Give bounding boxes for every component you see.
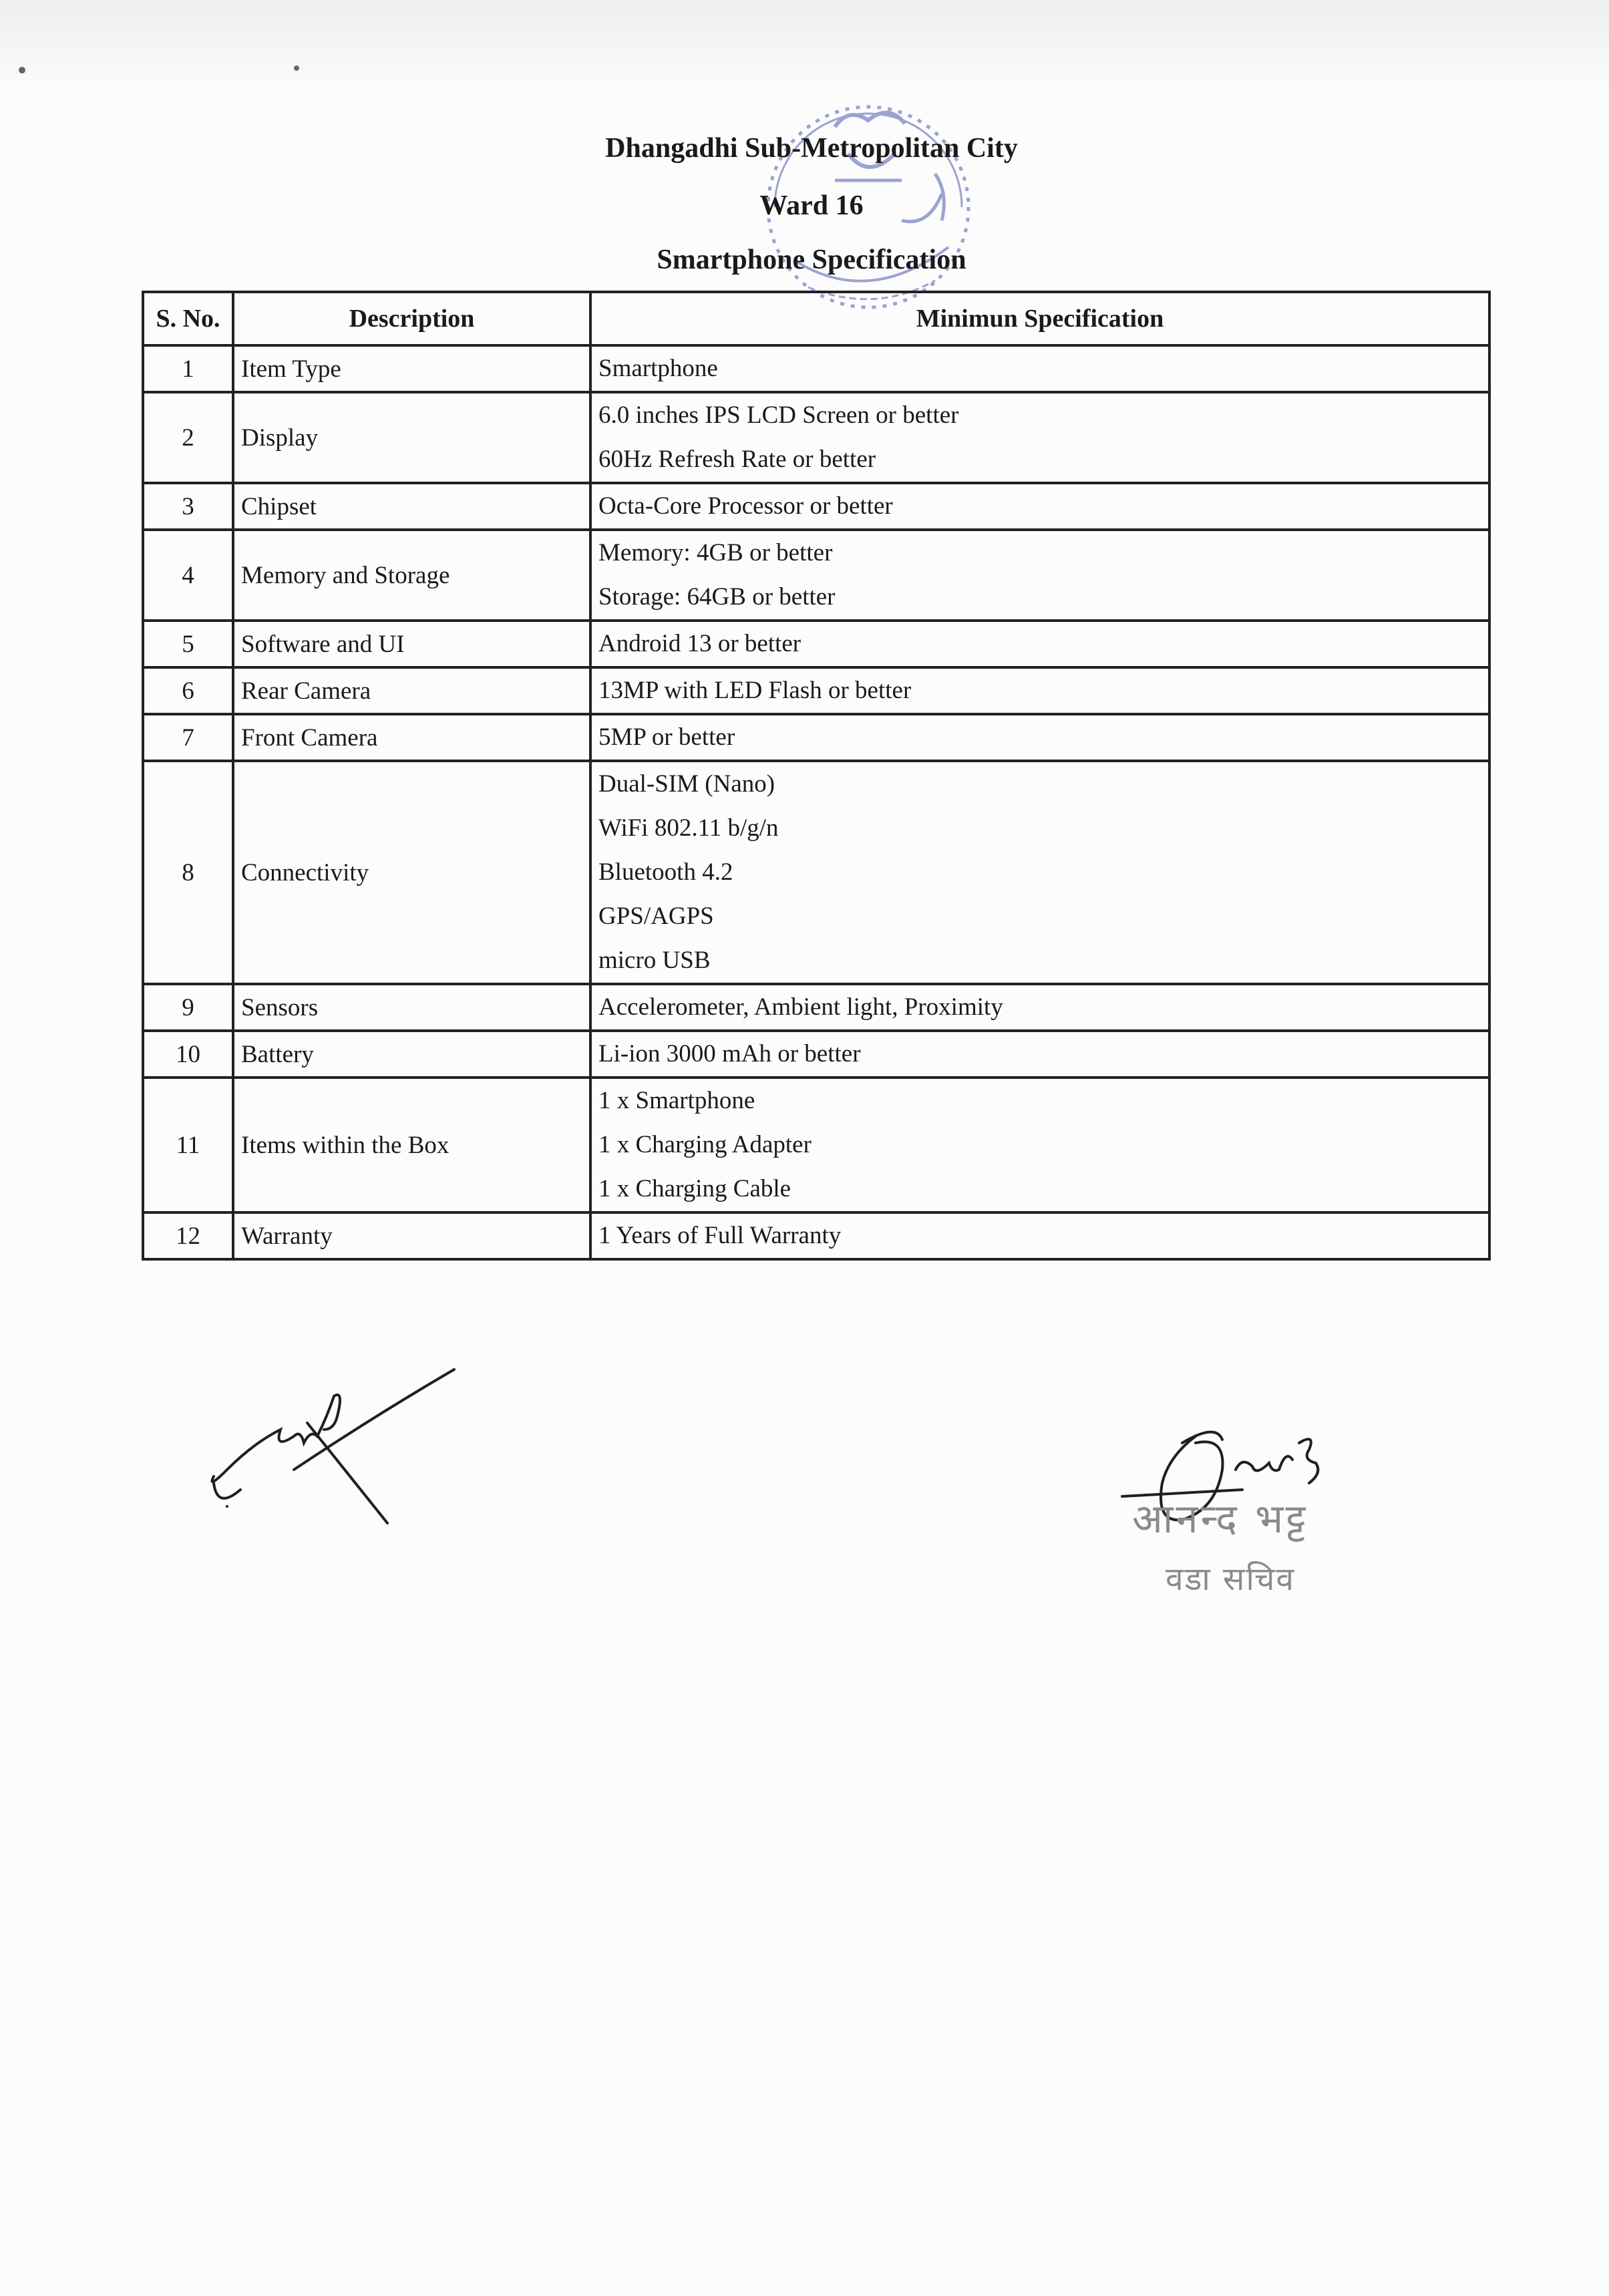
row-number: 12 — [143, 1212, 233, 1259]
column-header-sno: S. No. — [143, 292, 233, 345]
scan-speck — [19, 67, 25, 73]
row-description: Display — [233, 392, 590, 483]
row-specification — [590, 621, 1489, 667]
row-description: Front Camera — [233, 714, 590, 761]
scan-speck — [294, 65, 299, 71]
table-row — [143, 621, 1489, 667]
table-row — [143, 667, 1489, 714]
specification-line: micro USB — [598, 947, 711, 974]
specification-line: 1 x Charging Adapter — [598, 1131, 812, 1158]
row-number: 5 — [143, 621, 233, 667]
specification-line: Dual-SIM (Nano) — [598, 770, 775, 798]
row-description: Battery — [233, 1031, 590, 1078]
column-header-specification: Minimun Specification — [590, 292, 1489, 345]
row-number: 2 — [143, 392, 233, 483]
specification-line: Memory: 4GB or better — [598, 539, 833, 566]
scan-shadow — [0, 0, 1609, 94]
specification-line: 13MP with LED Flash or better — [598, 677, 912, 704]
specification-line: GPS/AGPS — [598, 903, 714, 930]
specification-table — [142, 291, 1491, 1261]
row-number: 3 — [143, 483, 233, 530]
row-number: 10 — [143, 1031, 233, 1078]
row-description: Sensors — [233, 984, 590, 1031]
specification-line: Smartphone — [598, 355, 718, 382]
table-header-row — [143, 292, 1489, 345]
row-specification — [590, 392, 1489, 483]
table-row — [143, 1212, 1489, 1259]
row-specification — [590, 714, 1489, 761]
signature-left — [200, 1356, 481, 1543]
column-header-description: Description — [233, 292, 590, 345]
stamp-signatory-title: वडा सचिव — [1166, 1561, 1296, 1598]
specification-line: Li-ion 3000 mAh or better — [598, 1040, 861, 1068]
row-specification — [590, 667, 1489, 714]
row-description: Rear Camera — [233, 667, 590, 714]
specification-line: 5MP or better — [598, 723, 735, 751]
specification-line: Android 13 or better — [598, 630, 801, 657]
row-number: 6 — [143, 667, 233, 714]
specification-line: 6.0 inches IPS LCD Screen or better — [598, 401, 959, 429]
table-row — [143, 392, 1489, 483]
stamp-signatory-name: आनन्द भट्ट — [1132, 1496, 1308, 1542]
specification-line: 1 Years of Full Warranty — [598, 1222, 842, 1249]
table-row — [143, 345, 1489, 392]
specification-line: 1 x Smartphone — [598, 1087, 755, 1114]
document-title: Smartphone Specification — [657, 244, 966, 275]
row-description: Warranty — [233, 1212, 590, 1259]
specification-line: 1 x Charging Cable — [598, 1175, 791, 1202]
row-number: 11 — [143, 1078, 233, 1212]
row-specification — [590, 530, 1489, 621]
row-number: 7 — [143, 714, 233, 761]
table-row — [143, 984, 1489, 1031]
table-row — [143, 530, 1489, 621]
row-description: Chipset — [233, 483, 590, 530]
table-row — [143, 761, 1489, 984]
row-number: 1 — [143, 345, 233, 392]
row-description: Connectivity — [233, 761, 590, 984]
row-number: 8 — [143, 761, 233, 984]
specification-line: Bluetooth 4.2 — [598, 858, 733, 886]
specification-line: Storage: 64GB or better — [598, 583, 836, 611]
row-specification — [590, 1212, 1489, 1259]
row-number: 9 — [143, 984, 233, 1031]
row-number: 4 — [143, 530, 233, 621]
specification-line: WiFi 802.11 b/g/n — [598, 814, 779, 842]
row-specification — [590, 984, 1489, 1031]
table-row — [143, 1031, 1489, 1078]
office-name: Dhangadhi Sub-Metropolitan City — [605, 133, 1018, 164]
specification-line: 60Hz Refresh Rate or better — [598, 446, 876, 473]
row-description: Item Type — [233, 345, 590, 392]
row-specification — [590, 1031, 1489, 1078]
row-specification — [590, 761, 1489, 984]
table-body — [143, 345, 1489, 1259]
table-row — [143, 714, 1489, 761]
row-description: Software and UI — [233, 621, 590, 667]
row-description: Memory and Storage — [233, 530, 590, 621]
row-description: Items within the Box — [233, 1078, 590, 1212]
table-row — [143, 1078, 1489, 1212]
ward-label: Ward 16 — [759, 190, 864, 221]
specification-line: Octa-Core Processor or better — [598, 492, 893, 520]
row-specification — [590, 345, 1489, 392]
table-row — [143, 483, 1489, 530]
row-specification — [590, 1078, 1489, 1212]
row-specification — [590, 483, 1489, 530]
specification-line: Accelerometer, Ambient light, Proximity — [598, 993, 1003, 1021]
